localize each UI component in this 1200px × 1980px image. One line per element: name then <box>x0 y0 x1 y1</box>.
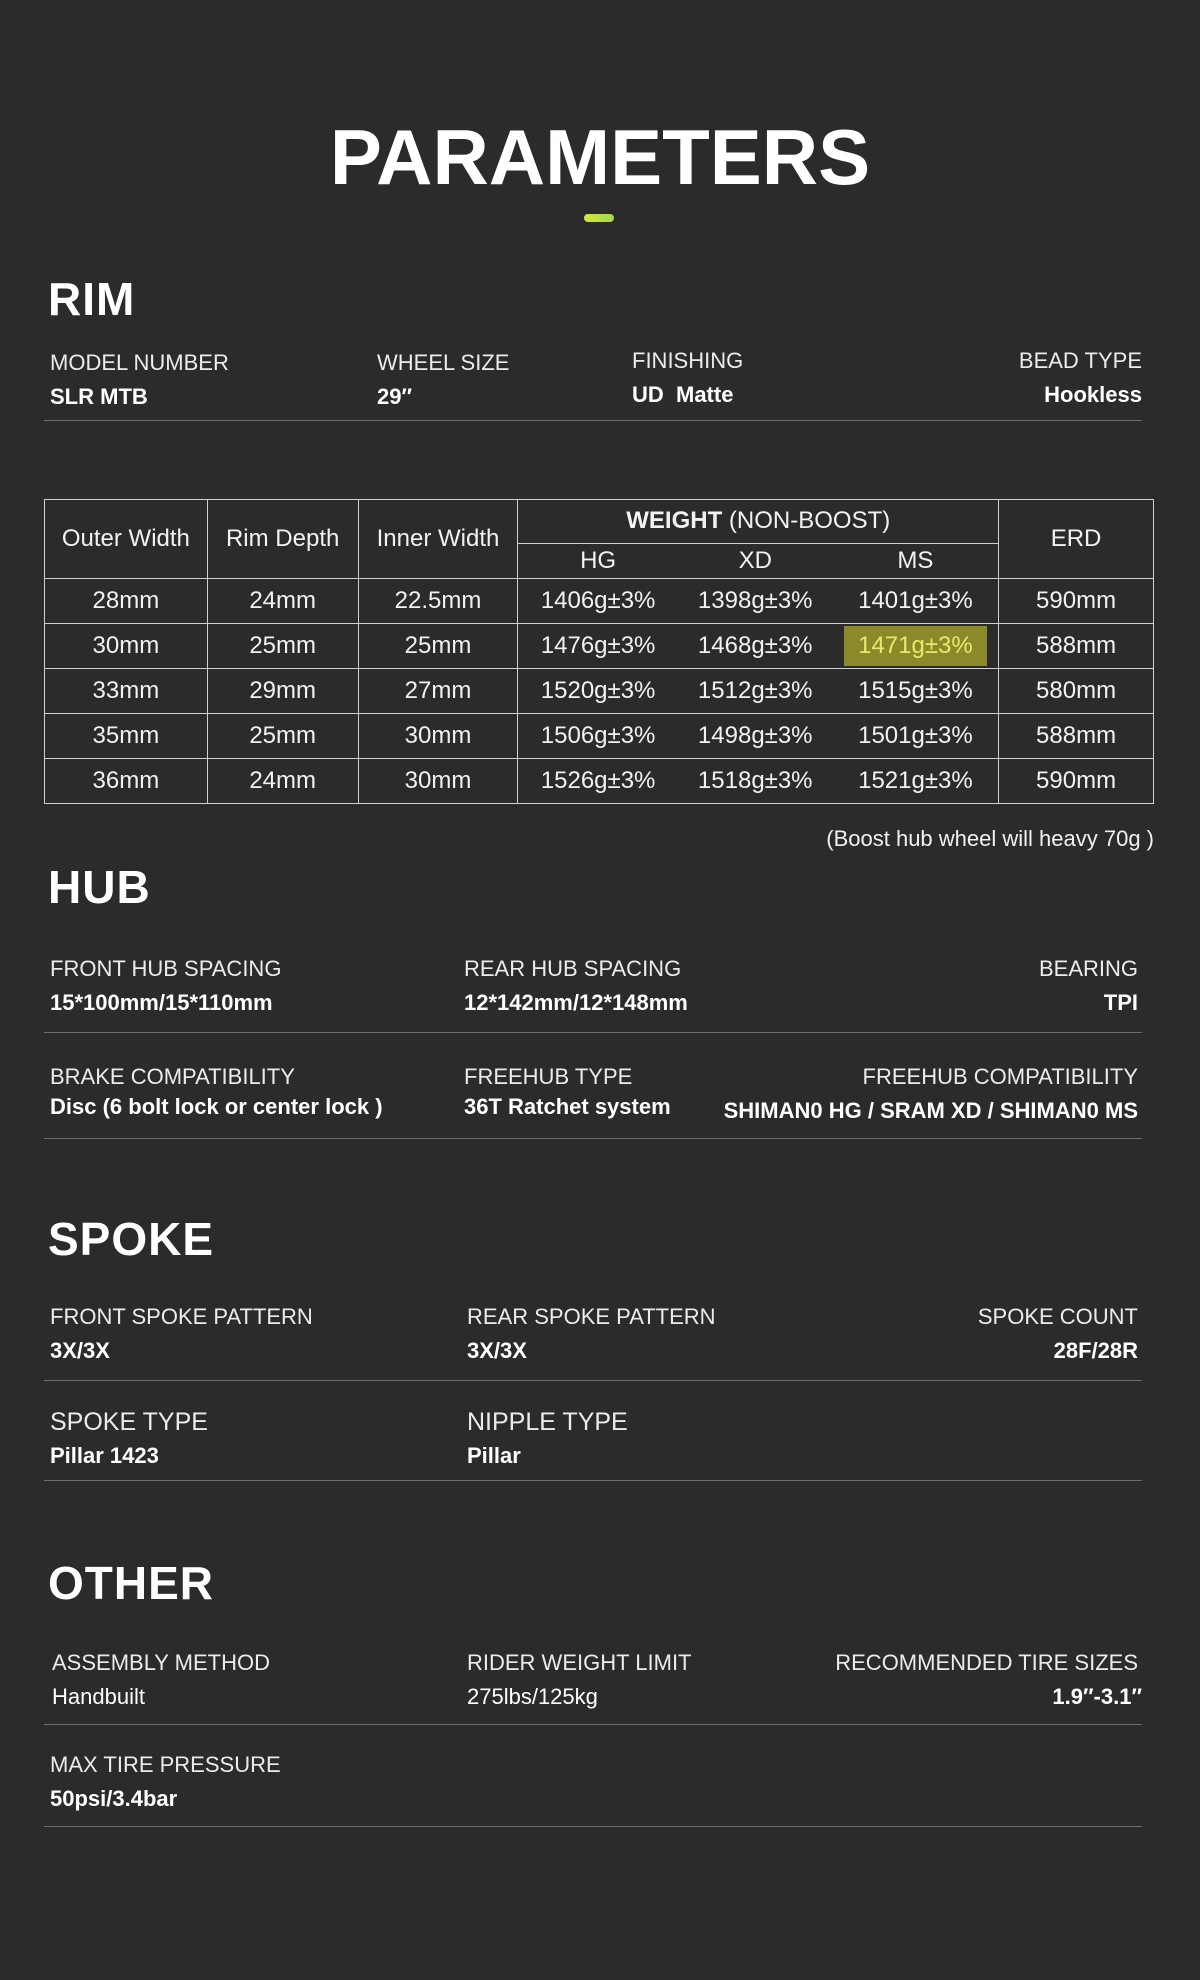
spec-front-spoke-pattern <box>50 1304 313 1364</box>
spec-value: SLR MTB <box>50 384 148 409</box>
spec-value: UD Matte <box>632 382 734 407</box>
cell-outer-width: 36mm <box>45 759 208 804</box>
spec-value: 12*142mm/12*148mm <box>464 990 688 1015</box>
table-row <box>45 714 1154 759</box>
spec-assembly-method <box>52 1650 270 1710</box>
spec-value: 275lbs/125kg <box>467 1684 598 1709</box>
spec-model-number <box>50 350 229 410</box>
highlight-mark: 1471g±3% <box>844 626 987 666</box>
table-row <box>45 759 1154 804</box>
cell-inner-width: 30mm <box>358 759 518 804</box>
spec-label: RIDER WEIGHT LIMIT <box>467 1650 692 1675</box>
cell-inner-width: 22.5mm <box>358 579 518 624</box>
spec-value: Pillar <box>467 1443 521 1468</box>
header-weight <box>518 500 999 544</box>
spec-value: 28F/28R <box>1053 1338 1138 1363</box>
hub-spec-row-1 <box>44 956 1142 1033</box>
spoke-heading: SPOKE <box>48 1213 215 1265</box>
spec-label: FRONT HUB SPACING <box>50 956 282 981</box>
cell-inner-width: 27mm <box>358 669 518 714</box>
spec-label: SPOKE COUNT <box>977 1304 1138 1329</box>
header-outer-width: Outer Width <box>45 500 208 579</box>
spec-label: FRONT SPOKE PATTERN <box>50 1304 313 1329</box>
spec-wheel-size <box>377 350 509 410</box>
table-row <box>45 669 1154 714</box>
spec-label: FINISHING <box>632 348 744 373</box>
cell-rim-depth: 29mm <box>207 669 358 714</box>
spec-value: 15*100mm/15*110mm <box>50 990 273 1015</box>
cell-weight-ms-highlighted <box>833 624 999 669</box>
spec-label: FREEHUB TYPE <box>464 1064 633 1089</box>
cell-erd: 588mm <box>999 624 1154 669</box>
spec-value: 29″ <box>377 384 413 409</box>
cell-inner-width: 25mm <box>358 624 518 669</box>
spec-nipple-type <box>467 1408 628 1469</box>
spec-value: Hookless <box>1044 382 1142 407</box>
boost-note: (Boost hub wheel will heavy 70g ) <box>826 826 1154 851</box>
spec-label: FREEHUB COMPATIBILITY <box>862 1064 1138 1089</box>
cell-weight-hg: 1506g±3% <box>518 714 678 759</box>
weight-table <box>44 499 1154 804</box>
cell-weight-ms: 1515g±3% <box>833 669 999 714</box>
cell-weight-xd: 1512g±3% <box>678 669 833 714</box>
spec-value: 3X/3X <box>50 1338 110 1363</box>
spec-rear-spoke-pattern <box>467 1304 716 1364</box>
cell-outer-width: 35mm <box>45 714 208 759</box>
spec-label: MAX TIRE PRESSURE <box>50 1752 281 1777</box>
spec-value: Disc (6 bolt lock or center lock ) <box>50 1094 383 1119</box>
weight-subtitle: (NON-BOOST) <box>728 507 891 535</box>
page-title: PARAMETERS <box>329 113 871 201</box>
spec-label: RECOMMENDED TIRE SIZES <box>835 1650 1138 1675</box>
cell-outer-width: 33mm <box>45 669 208 714</box>
spec-freehub-compatibility <box>724 1064 1138 1124</box>
cell-weight-hg: 1406g±3% <box>518 579 678 624</box>
header-xd: XD <box>678 543 833 578</box>
spec-recommended-tire-sizes <box>835 1650 1142 1710</box>
spec-label: ASSEMBLY METHOD <box>52 1650 271 1675</box>
cell-outer-width: 30mm <box>45 624 208 669</box>
cell-rim-depth: 25mm <box>207 714 358 759</box>
cell-rim-depth: 24mm <box>207 579 358 624</box>
spec-value: 3X/3X <box>467 1338 527 1363</box>
spec-label: WHEEL SIZE <box>377 350 510 375</box>
table-row <box>45 579 1154 624</box>
cell-weight-xd: 1498g±3% <box>678 714 833 759</box>
cell-weight-xd: 1468g±3% <box>678 624 833 669</box>
other-heading: OTHER <box>48 1557 214 1609</box>
cell-weight-xd: 1518g±3% <box>678 759 833 804</box>
cell-erd: 590mm <box>999 579 1154 624</box>
spec-label: BRAKE COMPATIBILITY <box>50 1064 295 1089</box>
cell-weight-hg: 1526g±3% <box>518 759 678 804</box>
spec-label: NIPPLE TYPE <box>467 1408 628 1436</box>
spec-value: Pillar 1423 <box>50 1443 159 1468</box>
other-spec-row-2 <box>44 1752 1142 1827</box>
spec-spoke-type <box>50 1408 208 1469</box>
cell-outer-width: 28mm <box>45 579 208 624</box>
spec-value: SHIMAN0 HG / SRAM XD / SHIMAN0 MS <box>723 1098 1138 1123</box>
cell-weight-ms: 1401g±3% <box>833 579 999 624</box>
weight-title: WEIGHT <box>626 507 723 535</box>
cell-rim-depth: 25mm <box>207 624 358 669</box>
spec-front-hub-spacing <box>50 956 281 1016</box>
rim-spec-row <box>44 350 1142 421</box>
spec-max-tire-pressure <box>50 1752 281 1812</box>
spoke-spec-row-2 <box>44 1408 1142 1481</box>
cell-erd: 580mm <box>999 669 1154 714</box>
header-hg: HG <box>518 543 678 578</box>
spec-spoke-count <box>978 1304 1138 1364</box>
header-erd: ERD <box>999 500 1154 579</box>
cell-inner-width: 30mm <box>358 714 518 759</box>
spec-label: REAR HUB SPACING <box>464 956 682 981</box>
spec-freehub-type <box>464 1064 671 1120</box>
hub-spec-row-2 <box>44 1064 1142 1139</box>
spec-bearing <box>1039 956 1138 1016</box>
spec-value: 50psi/3.4bar <box>50 1786 178 1811</box>
table-row <box>45 624 1154 669</box>
cell-rim-depth: 24mm <box>207 759 358 804</box>
cell-weight-xd: 1398g±3% <box>678 579 833 624</box>
spec-label: SPOKE TYPE <box>50 1408 208 1436</box>
spec-label: MODEL NUMBER <box>50 350 229 375</box>
cell-weight-ms: 1521g±3% <box>833 759 999 804</box>
rim-heading: RIM <box>48 273 136 325</box>
header-rim-depth: Rim Depth <box>207 500 358 579</box>
spec-label: BEAD TYPE <box>1018 348 1142 373</box>
header-ms: MS <box>833 543 999 578</box>
spec-value: 1.9″-3.1″ <box>1052 1684 1142 1709</box>
spec-brake-compatibility <box>50 1064 383 1120</box>
spec-finishing <box>632 348 743 408</box>
cell-weight-hg: 1520g±3% <box>518 669 678 714</box>
spec-value: TPI <box>1103 990 1138 1015</box>
spec-bead-type <box>1019 348 1142 408</box>
other-spec-row-1 <box>44 1650 1142 1725</box>
title-accent-bar <box>584 214 614 222</box>
spec-label: REAR SPOKE PATTERN <box>467 1304 716 1329</box>
spec-label: BEARING <box>1038 956 1138 981</box>
spoke-spec-row-1 <box>44 1304 1142 1381</box>
spec-value: 36T Ratchet system <box>464 1094 671 1119</box>
cell-weight-ms: 1501g±3% <box>833 714 999 759</box>
header-inner-width: Inner Width <box>358 500 518 579</box>
spec-value: Handbuilt <box>52 1684 145 1709</box>
cell-weight-hg: 1476g±3% <box>518 624 678 669</box>
hub-heading: HUB <box>48 861 151 913</box>
cell-erd: 590mm <box>999 759 1154 804</box>
cell-erd: 588mm <box>999 714 1154 759</box>
spec-rider-weight-limit <box>467 1650 692 1710</box>
spec-rear-hub-spacing <box>464 956 688 1016</box>
